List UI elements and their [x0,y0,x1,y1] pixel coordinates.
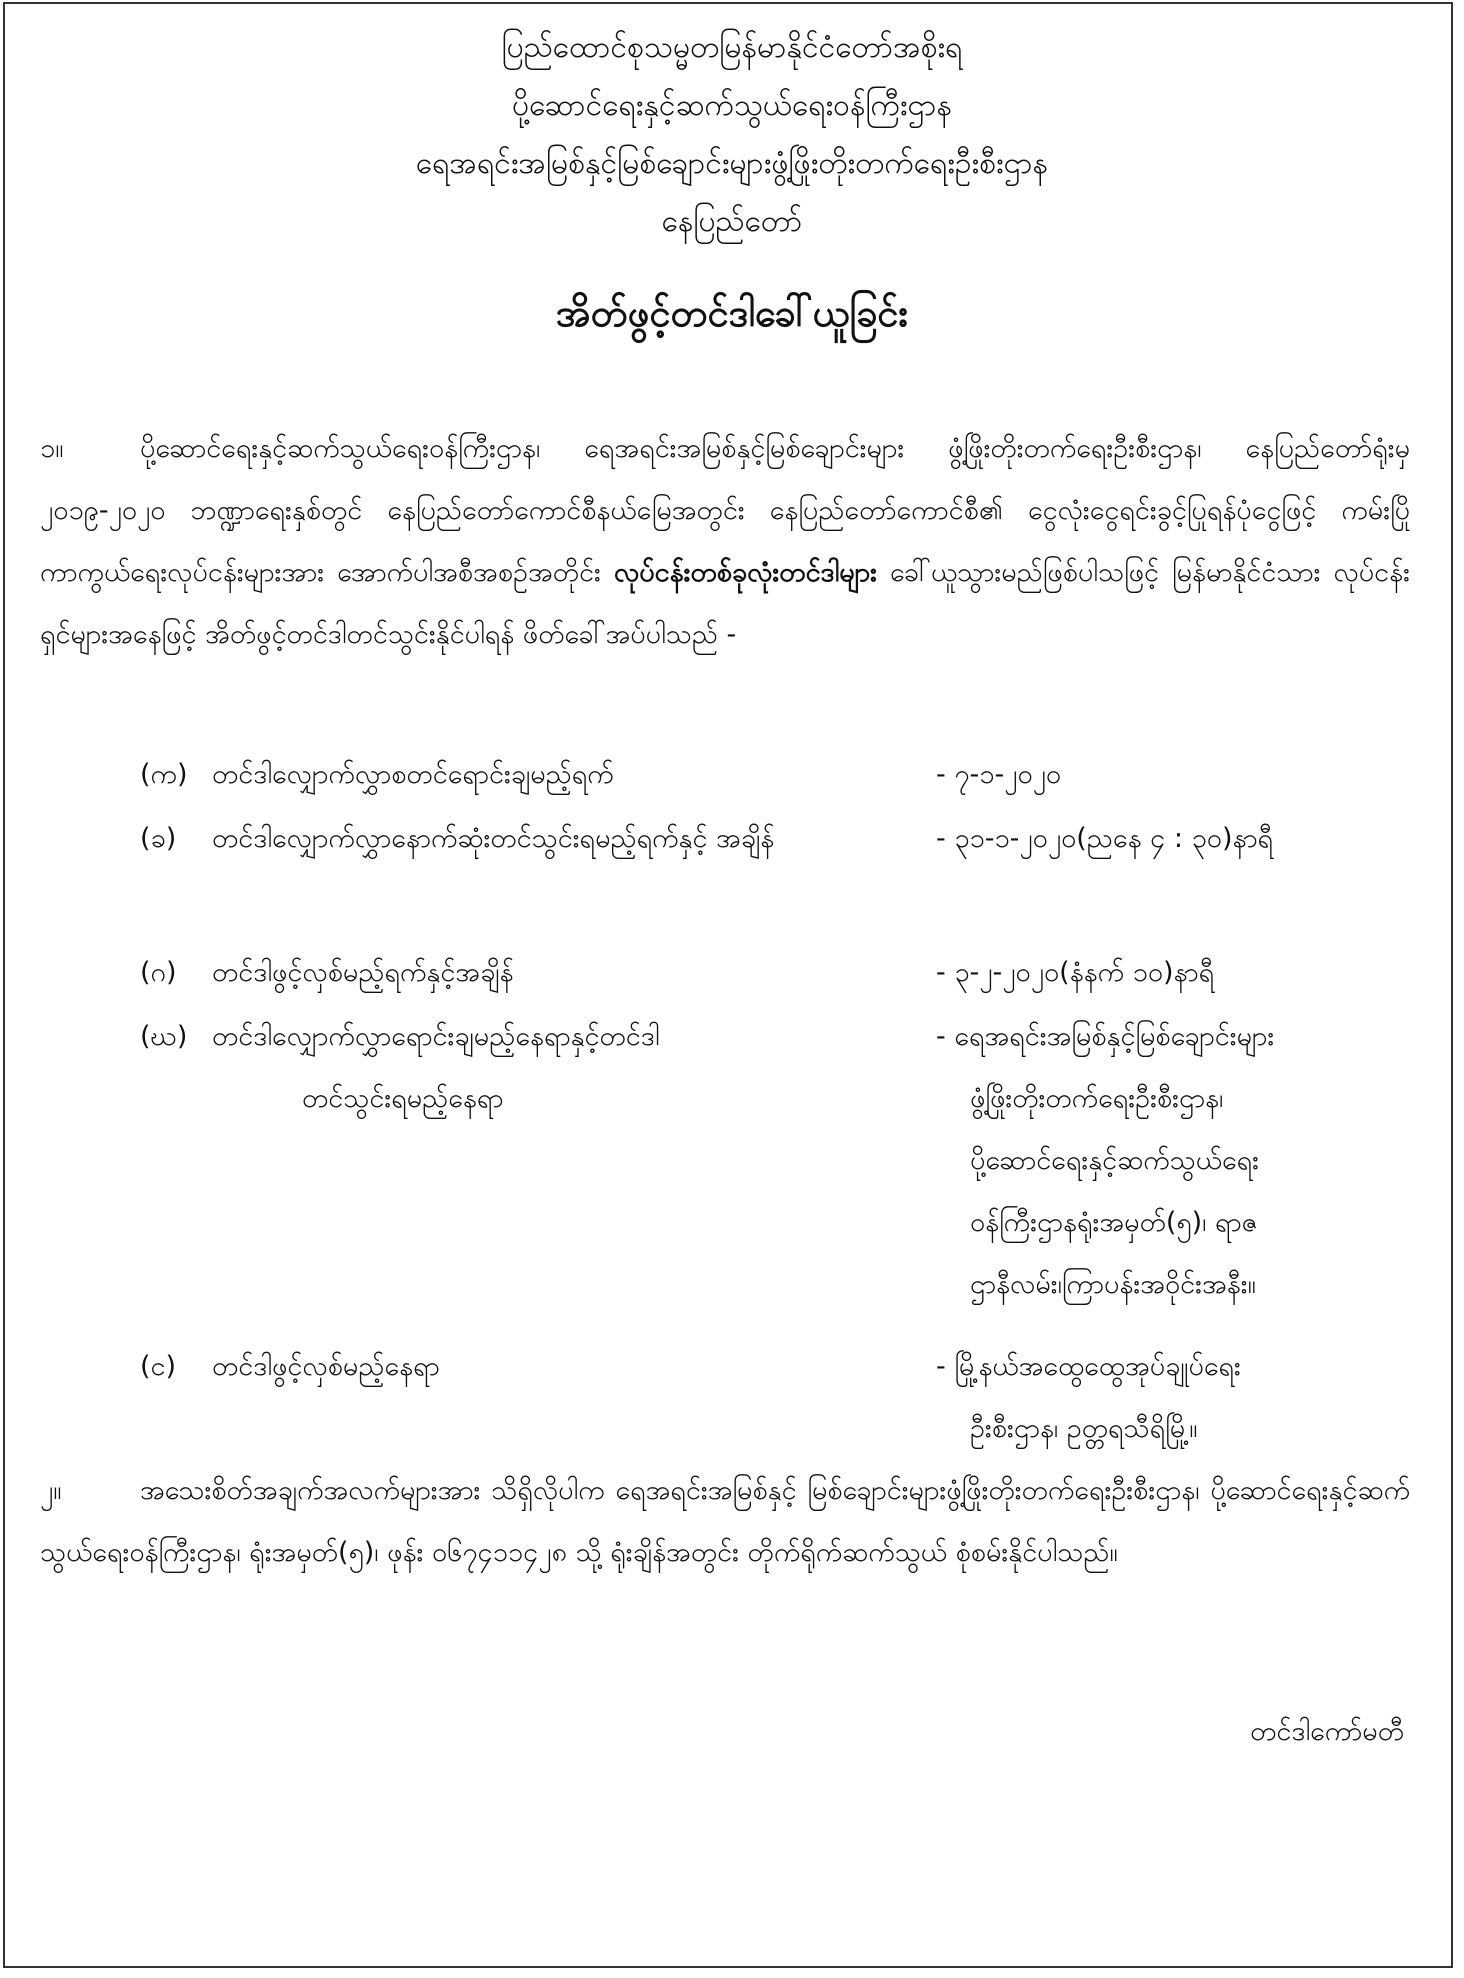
paragraph-1 [40,418,1410,666]
document-title: အိတ်ဖွင့်တင်ဒါခေါ်ယူခြင်း [555,291,909,335]
list-item-value-line-5: ဌာနီလမ်း၊ကြာပန်းအဝိုင်းအနီး။ [970,1269,1256,1300]
paragraph-2-number: ၂။ [40,1475,62,1506]
list-item-text: တင်ဒါဖွင့်လှစ်မည့်ရက်နှင့်အချိန် [212,957,514,988]
list-item-text: တင်ဒါလျှောက်လွှာနောက်ဆုံးတင်သွင်းရမည့်ရက်နှင့် အချိန် [212,823,775,854]
list-item-label: (ဃ) [140,1021,188,1052]
list-item-text [212,1006,932,1130]
paragraph-1-text-bold: လုပ်ငန်းတစ်ခုလုံးတင်ဒါများ [613,557,877,588]
list-item-text: တင်ဒါလျှောက်လွှာစတင်ရောင်းချမည့်ရက် [212,759,614,790]
list-item-value-line-2: ဦးစီးဌာန၊ ဥတ္တရသီရိမြို့။ [970,1413,1198,1444]
list-item-text: တင်ဒါဖွင့်လှစ်မည့်နေရာ [212,1351,440,1382]
header-line-4: နေပြည်တော် [661,204,803,239]
header-line-1: ပြည်ထောင်စုသမ္မတမြန်မာနိုင်ငံတော်အစိုးရ [501,30,963,65]
list-item-text-line-1: တင်ဒါလျှောက်လွှာရောင်းချမည့်နေရာနှင့်တင်ဒါ [212,1021,660,1052]
signature-committee: တင်ဒါကော်မတီ [1250,1716,1404,1747]
paragraph-1-text-before: ပို့ဆောင်ရေးနှင့်ဆက်သွယ်ရေးဝန်ကြီးဌာန၊ ရေအရင်းအမြစ်နှင့်မြစ်ချောင်းများ ဖွံ့ဖြိုးတိုးတက်ရေးဦးစီးဌာန၊ နေပြည်တော်ရုံးမှ ၂၀၁၉-၂၀၂၀ ဘဏ္ဍာရေးနှစ်တွင် နေပြည်တော်ကောင်စီနယ်မြေအတွင်း နေပြည်တော်ကောင်စီ၏ ငွေလုံးငွေရင်းခွင့်ပြုရန်ပုံငွေဖြင့် ကမ်းပြိုကာကွယ်ရေးလုပ်ငန်းများအား အောက်ပါအစီအစဉ်အတိုင်း [40,433,1410,588]
list-item-value [936,1336,1416,1460]
list-item-label: (ခ) [140,823,177,854]
list-item-value: - ၃-၂-၂၀၂၀(နံနက် ၁၀)နာရီ [936,957,1215,988]
list-item-label: (ဂ) [140,957,177,988]
list-item-value-line-4: ဝန်ကြီးဌာနရုံးအမှတ်(၅)၊ ရာဇ [970,1207,1258,1238]
list-item-value-line-2: ဖွံ့ဖြိုးတိုးတက်ရေးဦးစီးဌာန၊ [970,1083,1224,1114]
list-item-label: (င) [140,1351,177,1382]
paragraph-2 [40,1460,1410,1584]
list-item-value-line-1: - မြို့နယ်အထွေထွေအုပ်ချုပ်ရေး [936,1351,1241,1382]
list-item-value: - ၃၁-၁-၂၀၂၀(ညနေ ၄ : ၃၀)နာရီ [936,823,1274,854]
paragraph-2-text: အသေးစိတ်အချက်အလက်များအား သိရှိလိုပါက ရေအရင်းအမြစ်နှင့် မြစ်ချောင်းများဖွံ့ဖြိုးတိုးတက်ရေးဦးစီးဌာန၊ ပို့ဆောင်ရေးနှင့်ဆက်သွယ်ရေးဝန်ကြီးဌာန၊ ရုံးအမှတ်(၅)၊ ဖုန်း ၀၆၇၄၁၁၄၂၈ သို့ ရုံးချိန်အတွင်း တိုက်ရိုက်ဆက်သွယ် စုံစမ်းနိုင်ပါသည်။ [40,1475,1410,1568]
list-item-text-line-2: တင်သွင်းရမည့်နေရာ [302,1083,504,1114]
list-item-value [936,1006,1416,1316]
list-item-label: (က) [140,759,188,790]
list-item-value-line-3: ပို့ဆောင်ရေးနှင့်ဆက်သွယ်ရေး [970,1145,1259,1176]
list-item-value-line-1: - ရေအရင်းအမြစ်နှင့်မြစ်ချောင်းများ [936,1021,1275,1052]
header-line-3: ရေအရင်းအမြစ်နှင့်မြစ်ချောင်းများဖွံ့ဖြိုးတိုးတက်ရေးဦးစီးဌာန [415,146,1049,181]
paragraph-1-text-after: ခေါ်ယူသွားမည်ဖြစ်ပါသဖြင့် မြန်မာနိုင်ငံသား လုပ်ငန်းရှင်များအနေဖြင့် အိတ်ဖွင့်တင်ဒါတင်သွင်းနိုင်ပါရန် ဖိတ်ခေါ်အပ်ပါသည် - [40,557,1410,650]
list-item-value: - ၇-၁-၂၀၂၀ [936,759,1062,790]
header-line-2: ပို့ဆောင်ရေးနှင့်ဆက်သွယ်ရေးဝန်ကြီးဌာန [512,88,952,123]
paragraph-1-number: ၁။ [40,433,64,464]
